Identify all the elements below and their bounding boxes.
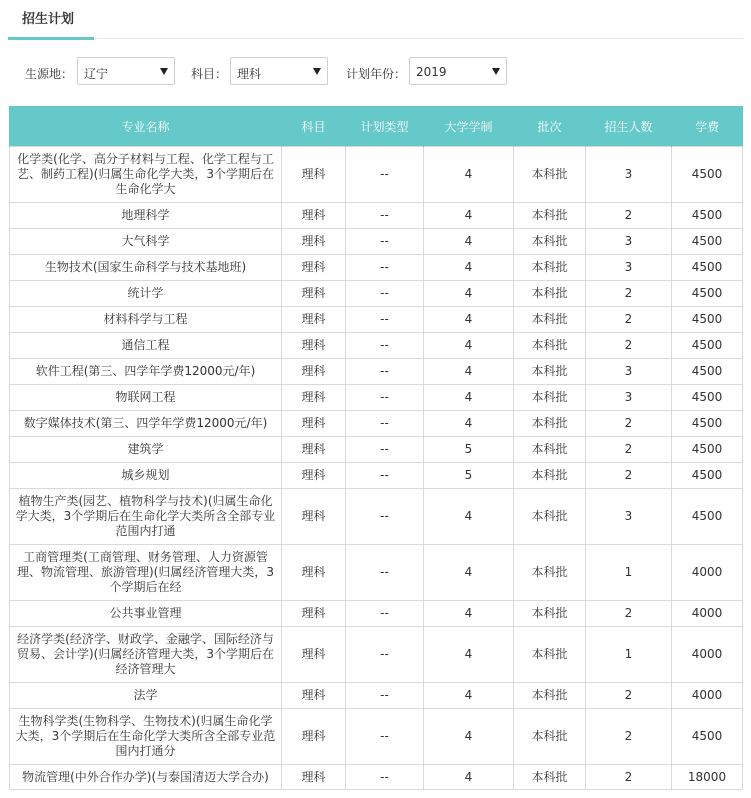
cell-duration: 4 [424,627,514,683]
cell-tuition: 18000 [672,765,743,790]
cell-batch: 本科批 [514,437,586,463]
cell-subject: 理科 [282,255,346,281]
cell-duration: 4 [424,307,514,333]
table-row [10,411,743,437]
cell-batch: 本科批 [514,229,586,255]
table-row [10,307,743,333]
tab-enrollment-plan[interactable]: 招生计划 [22,12,75,27]
cell-subject: 理科 [282,545,346,601]
cell-major: 通信工程 [10,333,282,359]
cell-subject: 理科 [282,229,346,255]
cell-plan-type: -- [346,437,424,463]
cell-quota: 3 [586,147,672,203]
cell-quota: 3 [586,489,672,545]
cell-major: 生物技术(国家生命科学与技术基地班) [10,255,282,281]
table-row [10,709,743,765]
cell-plan-type: -- [346,307,424,333]
cell-batch: 本科批 [514,489,586,545]
cell-major: 公共事业管理 [10,601,282,627]
cell-plan-type: -- [346,709,424,765]
cell-plan-type: -- [346,359,424,385]
cell-quota: 2 [586,601,672,627]
origin-select[interactable] [77,57,175,85]
origin-select-value: 辽宁 [84,67,109,81]
cell-subject: 理科 [282,411,346,437]
cell-subject: 理科 [282,359,346,385]
cell-duration: 4 [424,255,514,281]
cell-tuition: 4000 [672,601,743,627]
cell-duration: 4 [424,601,514,627]
cell-major: 建筑学 [10,437,282,463]
subject-select[interactable] [230,57,328,85]
cell-plan-type: -- [346,255,424,281]
cell-quota: 3 [586,255,672,281]
cell-batch: 本科批 [514,147,586,203]
cell-plan-type: -- [346,147,424,203]
cell-plan-type: -- [346,333,424,359]
chevron-down-icon [160,68,168,75]
cell-subject: 理科 [282,307,346,333]
cell-tuition: 4500 [672,333,743,359]
cell-subject: 理科 [282,627,346,683]
cell-tuition: 4500 [672,359,743,385]
cell-quota: 3 [586,229,672,255]
cell-quota: 2 [586,765,672,790]
cell-plan-type: -- [346,411,424,437]
tab-bar [8,0,743,39]
cell-subject: 理科 [282,281,346,307]
cell-duration: 4 [424,411,514,437]
subject-label: 科目： [191,67,228,81]
cell-major: 城乡规划 [10,463,282,489]
cell-quota: 2 [586,411,672,437]
table-row [10,203,743,229]
cell-quota: 3 [586,359,672,385]
cell-subject: 理科 [282,463,346,489]
cell-duration: 4 [424,147,514,203]
tab-active-indicator [8,37,94,40]
cell-tuition: 4500 [672,203,743,229]
col-header-batch: 批次 [514,106,586,147]
cell-tuition: 4500 [672,229,743,255]
cell-tuition: 4000 [672,545,743,601]
table-row [10,359,743,385]
cell-batch: 本科批 [514,411,586,437]
cell-major: 物联网工程 [10,385,282,411]
origin-label: 生源地： [25,67,74,81]
cell-tuition: 4500 [672,489,743,545]
cell-batch: 本科批 [514,463,586,489]
cell-quota: 1 [586,627,672,683]
table-row [10,627,743,683]
table-row [10,437,743,463]
cell-subject: 理科 [282,601,346,627]
cell-tuition: 4500 [672,385,743,411]
cell-duration: 4 [424,545,514,601]
cell-tuition: 4500 [672,281,743,307]
cell-major: 物流管理(中外合作办学)(与泰国清迈大学合办) [10,765,282,790]
cell-major: 经济学类(经济学、财政学、金融学、国际经济与贸易、会计学)(归属经济管理大类，3个学期后在经济管理大 [10,627,282,683]
col-header-major: 专业名称 [10,106,282,147]
cell-batch: 本科批 [514,307,586,333]
cell-subject: 理科 [282,683,346,709]
cell-quota: 2 [586,333,672,359]
cell-tuition: 4500 [672,463,743,489]
table-row [10,545,743,601]
cell-quota: 2 [586,203,672,229]
chevron-down-icon [492,68,500,75]
cell-quota: 2 [586,709,672,765]
cell-plan-type: -- [346,281,424,307]
cell-subject: 理科 [282,147,346,203]
subject-select-value: 理科 [237,67,262,81]
table-row [10,333,743,359]
cell-duration: 4 [424,489,514,545]
table-row [10,683,743,709]
cell-tuition: 4000 [672,683,743,709]
cell-plan-type: -- [346,765,424,790]
table-header-row [10,106,743,147]
cell-tuition: 4000 [672,627,743,683]
cell-quota: 2 [586,437,672,463]
cell-batch: 本科批 [514,765,586,790]
cell-quota: 2 [586,281,672,307]
cell-duration: 5 [424,437,514,463]
cell-batch: 本科批 [514,359,586,385]
cell-duration: 5 [424,463,514,489]
cell-duration: 4 [424,385,514,411]
table-row [10,765,743,790]
cell-batch: 本科批 [514,385,586,411]
cell-major: 化学类(化学、高分子材料与工程、化学工程与工艺、制药工程)(归属生命化学大类，3个学期后在生命化学大 [10,147,282,203]
cell-major: 法学 [10,683,282,709]
cell-batch: 本科批 [514,709,586,765]
cell-major: 生物科学类(生物科学、生物技术)(归属生命化学大类，3个学期后在生命化学大类所含全部专业范围内打通分 [10,709,282,765]
cell-duration: 4 [424,203,514,229]
cell-plan-type: -- [346,385,424,411]
cell-quota: 2 [586,463,672,489]
chevron-down-icon [313,68,321,75]
cell-batch: 本科批 [514,627,586,683]
table-row [10,601,743,627]
cell-batch: 本科批 [514,281,586,307]
cell-major: 工商管理类(工商管理、财务管理、人力资源管理、物流管理、旅游管理)(归属经济管理大类，3个学期后在经 [10,545,282,601]
cell-batch: 本科批 [514,255,586,281]
cell-plan-type: -- [346,627,424,683]
cell-plan-type: -- [346,545,424,601]
cell-duration: 4 [424,683,514,709]
table-row [10,147,743,203]
cell-batch: 本科批 [514,333,586,359]
cell-batch: 本科批 [514,203,586,229]
cell-duration: 4 [424,281,514,307]
cell-tuition: 4500 [672,255,743,281]
cell-plan-type: -- [346,463,424,489]
table-row [10,463,743,489]
cell-duration: 4 [424,229,514,255]
cell-quota: 1 [586,545,672,601]
filter-bar [0,57,751,87]
cell-plan-type: -- [346,229,424,255]
col-header-quota: 招生人数 [586,106,672,147]
cell-quota: 2 [586,683,672,709]
cell-duration: 4 [424,709,514,765]
cell-duration: 4 [424,765,514,790]
table-row [10,281,743,307]
cell-subject: 理科 [282,333,346,359]
year-label: 计划年份： [346,67,407,81]
col-header-tuition: 学费 [672,106,743,147]
cell-tuition: 4500 [672,411,743,437]
cell-major: 统计学 [10,281,282,307]
col-header-plan-type: 计划类型 [346,106,424,147]
cell-subject: 理科 [282,765,346,790]
cell-major: 软件工程(第三、四学年学费12000元/年) [10,359,282,385]
cell-tuition: 4500 [672,307,743,333]
cell-batch: 本科批 [514,545,586,601]
enrollment-table [9,106,743,790]
table-row [10,229,743,255]
table-row [10,255,743,281]
cell-major: 地理科学 [10,203,282,229]
cell-major: 植物生产类(园艺、植物科学与技术)(归属生命化学大类，3个学期后在生命化学大类所含全部专业范围内打通 [10,489,282,545]
cell-duration: 4 [424,359,514,385]
year-select[interactable] [409,57,507,85]
cell-tuition: 4500 [672,709,743,765]
cell-major: 大气科学 [10,229,282,255]
cell-subject: 理科 [282,489,346,545]
cell-batch: 本科批 [514,601,586,627]
cell-plan-type: -- [346,203,424,229]
cell-subject: 理科 [282,385,346,411]
table-row [10,385,743,411]
cell-duration: 4 [424,333,514,359]
cell-major: 材料科学与工程 [10,307,282,333]
cell-subject: 理科 [282,203,346,229]
cell-plan-type: -- [346,601,424,627]
cell-quota: 3 [586,385,672,411]
cell-plan-type: -- [346,489,424,545]
cell-subject: 理科 [282,709,346,765]
table-row [10,489,743,545]
year-select-value: 2019 [416,65,447,79]
cell-subject: 理科 [282,437,346,463]
cell-tuition: 4500 [672,147,743,203]
cell-major: 数字媒体技术(第三、四学年学费12000元/年) [10,411,282,437]
col-header-subject: 科目 [282,106,346,147]
cell-plan-type: -- [346,683,424,709]
col-header-duration: 大学学制 [424,106,514,147]
cell-batch: 本科批 [514,683,586,709]
cell-quota: 2 [586,307,672,333]
cell-tuition: 4500 [672,437,743,463]
